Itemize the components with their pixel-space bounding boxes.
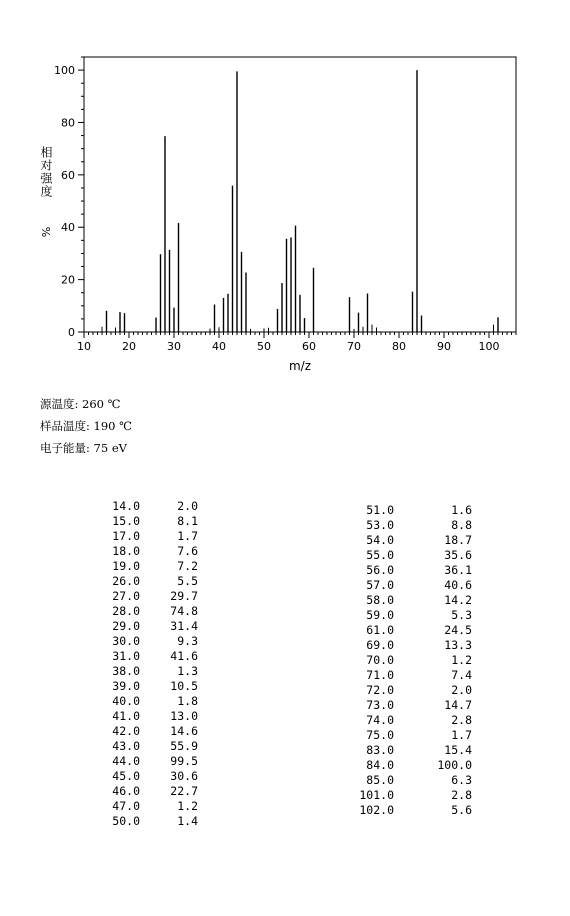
- intensity-cell: 8.8: [451, 518, 472, 532]
- table-row: [334, 593, 472, 608]
- mz-cell: 17.0: [112, 529, 140, 543]
- table-row: [334, 533, 472, 548]
- mz-cell: 58.0: [366, 593, 394, 607]
- intensity-cell: 2.0: [451, 683, 472, 697]
- intensity-cell: 5.3: [451, 608, 472, 622]
- y-axis: [54, 57, 84, 339]
- table-row: [334, 773, 472, 788]
- mz-cell: 61.0: [366, 623, 394, 637]
- intensity-cell: 22.7: [170, 784, 198, 798]
- intensity-cell: 8.1: [177, 514, 198, 528]
- intensity-cell: 74.8: [170, 604, 198, 618]
- intensity-cell: 2.8: [451, 713, 472, 727]
- table-row: [60, 814, 198, 829]
- table-row: [60, 799, 198, 814]
- intensity-cell: 1.3: [177, 664, 198, 678]
- intensity-cell: 41.6: [170, 649, 198, 663]
- intensity-cell: 1.8: [177, 694, 198, 708]
- intensity-cell: 30.6: [170, 769, 198, 783]
- x-tick-label: 50: [257, 340, 271, 353]
- intensity-cell: 2.8: [451, 788, 472, 802]
- mz-cell: 102.0: [359, 803, 394, 817]
- table-row: [334, 503, 472, 518]
- mz-cell: 43.0: [112, 739, 140, 753]
- table-row: [334, 728, 472, 743]
- electron-energy: [40, 440, 127, 456]
- intensity-cell: 7.4: [451, 668, 472, 682]
- intensity-cell: 1.2: [451, 653, 472, 667]
- mz-cell: 75.0: [366, 728, 394, 742]
- y-axis-unit: %: [40, 226, 53, 238]
- table-row: [334, 788, 472, 803]
- y-tick-label: 40: [61, 221, 75, 235]
- mz-cell: 28.0: [112, 604, 140, 618]
- table-row: [60, 529, 198, 544]
- table-row: [60, 559, 198, 574]
- x-tick-label: 100: [478, 340, 500, 353]
- mz-cell: 72.0: [366, 683, 394, 697]
- mz-cell: 41.0: [112, 709, 140, 723]
- table-row: [334, 803, 472, 818]
- intensity-cell: 1.7: [177, 529, 198, 543]
- mz-cell: 69.0: [366, 638, 394, 652]
- intensity-cell: 5.6: [451, 803, 472, 817]
- mz-cell: 53.0: [366, 518, 394, 532]
- table-row: [60, 724, 198, 739]
- intensity-cell: 15.4: [444, 743, 472, 757]
- intensity-cell: 1.7: [451, 728, 472, 742]
- mz-cell: 73.0: [366, 698, 394, 712]
- plot-frame: [84, 57, 516, 332]
- intensity-cell: 40.6: [444, 578, 472, 592]
- table-row: [334, 743, 472, 758]
- peak-table-right: [334, 503, 472, 818]
- table-row: [334, 683, 472, 698]
- intensity-cell: 14.7: [444, 698, 472, 712]
- table-row: [334, 518, 472, 533]
- source-temperature: [40, 396, 121, 412]
- condition-value: 75 eV: [93, 441, 127, 455]
- intensity-cell: 1.6: [451, 503, 472, 517]
- table-row: [334, 623, 472, 638]
- intensity-cell: 13.0: [170, 709, 198, 723]
- table-row: [334, 653, 472, 668]
- mz-cell: 85.0: [366, 773, 394, 787]
- mz-cell: 27.0: [112, 589, 140, 603]
- table-row: [334, 758, 472, 773]
- mz-cell: 15.0: [112, 514, 140, 528]
- y-axis-title: 相对强度: [39, 146, 53, 198]
- x-axis-label: m/z: [288, 359, 312, 373]
- table-row: [60, 619, 198, 634]
- table-row: [60, 649, 198, 664]
- intensity-cell: 7.6: [177, 544, 198, 558]
- mass-spectrum-chart: [0, 0, 570, 380]
- table-row: [334, 563, 472, 578]
- x-tick-label: 80: [392, 340, 406, 353]
- table-row: [60, 544, 198, 559]
- intensity-cell: 10.5: [170, 679, 198, 693]
- mz-cell: 30.0: [112, 634, 140, 648]
- mz-cell: 14.0: [112, 499, 140, 513]
- table-row: [60, 574, 198, 589]
- table-row: [60, 589, 198, 604]
- mz-cell: 51.0: [366, 503, 394, 517]
- intensity-cell: 29.7: [170, 589, 198, 603]
- condition-value: 190 ℃: [93, 419, 133, 433]
- mz-cell: 45.0: [112, 769, 140, 783]
- intensity-cell: 14.6: [170, 724, 198, 738]
- table-row: [60, 679, 198, 694]
- mz-cell: 83.0: [366, 743, 394, 757]
- y-tick-label: 20: [61, 273, 75, 287]
- mz-cell: 18.0: [112, 544, 140, 558]
- condition-value: 260 ℃: [82, 397, 121, 411]
- intensity-cell: 6.3: [451, 773, 472, 787]
- table-row: [334, 578, 472, 593]
- peak-table-left: [60, 499, 198, 829]
- table-row: [60, 694, 198, 709]
- mz-cell: 55.0: [366, 548, 394, 562]
- mz-cell: 70.0: [366, 653, 394, 667]
- x-tick-label: 30: [167, 340, 181, 353]
- mz-cell: 39.0: [112, 679, 140, 693]
- x-tick-label: 10: [77, 340, 91, 353]
- mz-cell: 59.0: [366, 608, 394, 622]
- intensity-cell: 5.5: [177, 574, 198, 588]
- x-tick-label: 60: [302, 340, 316, 353]
- mz-cell: 74.0: [366, 713, 394, 727]
- mz-cell: 50.0: [112, 814, 140, 828]
- table-row: [334, 668, 472, 683]
- mz-cell: 71.0: [366, 668, 394, 682]
- table-row: [60, 604, 198, 619]
- y-axis-label: [39, 145, 53, 238]
- y-tick-label: 60: [61, 168, 75, 182]
- intensity-cell: 55.9: [170, 739, 198, 753]
- table-row: [334, 713, 472, 728]
- mz-cell: 29.0: [112, 619, 140, 633]
- condition-label: 源温度:: [40, 397, 79, 411]
- y-tick-label: 80: [61, 116, 75, 130]
- table-row: [334, 638, 472, 653]
- intensity-cell: 9.3: [177, 634, 198, 648]
- table-row: [60, 664, 198, 679]
- intensity-cell: 13.3: [444, 638, 472, 652]
- table-row: [60, 784, 198, 799]
- intensity-cell: 7.2: [177, 559, 198, 573]
- table-row: [60, 754, 198, 769]
- mz-cell: 84.0: [366, 758, 394, 772]
- x-tick-label: 70: [347, 340, 361, 353]
- x-tick-label: 90: [437, 340, 451, 353]
- intensity-cell: 100.0: [437, 758, 472, 772]
- table-row: [334, 548, 472, 563]
- y-tick-label: 100: [54, 64, 75, 78]
- table-row: [60, 634, 198, 649]
- intensity-cell: 35.6: [444, 548, 472, 562]
- mz-cell: 57.0: [366, 578, 394, 592]
- table-row: [60, 739, 198, 754]
- sample-temperature: [40, 418, 132, 434]
- intensity-cell: 2.0: [177, 499, 198, 513]
- mz-cell: 47.0: [112, 799, 140, 813]
- condition-label: 电子能量:: [40, 441, 90, 455]
- intensity-cell: 1.2: [177, 799, 198, 813]
- intensity-cell: 31.4: [170, 619, 198, 633]
- x-axis: [77, 332, 516, 353]
- table-row: [60, 709, 198, 724]
- mz-cell: 19.0: [112, 559, 140, 573]
- x-tick-label: 20: [122, 340, 136, 353]
- peak-group: [102, 70, 498, 332]
- mz-cell: 42.0: [112, 724, 140, 738]
- intensity-cell: 18.7: [444, 533, 472, 547]
- table-row: [60, 499, 198, 514]
- intensity-cell: 99.5: [170, 754, 198, 768]
- mz-cell: 46.0: [112, 784, 140, 798]
- mz-cell: 56.0: [366, 563, 394, 577]
- mz-cell: 101.0: [359, 788, 394, 802]
- mz-cell: 44.0: [112, 754, 140, 768]
- table-row: [334, 608, 472, 623]
- mz-cell: 40.0: [112, 694, 140, 708]
- table-row: [334, 698, 472, 713]
- intensity-cell: 14.2: [444, 593, 472, 607]
- table-row: [60, 769, 198, 784]
- mz-cell: 26.0: [112, 574, 140, 588]
- intensity-cell: 36.1: [444, 563, 472, 577]
- mz-cell: 38.0: [112, 664, 140, 678]
- intensity-cell: 24.5: [444, 623, 472, 637]
- x-tick-label: 40: [212, 340, 226, 353]
- table-row: [60, 514, 198, 529]
- y-tick-label: 0: [68, 326, 75, 339]
- intensity-cell: 1.4: [177, 814, 198, 828]
- condition-label: 样品温度:: [40, 419, 90, 433]
- mz-cell: 31.0: [112, 649, 140, 663]
- mz-cell: 54.0: [366, 533, 394, 547]
